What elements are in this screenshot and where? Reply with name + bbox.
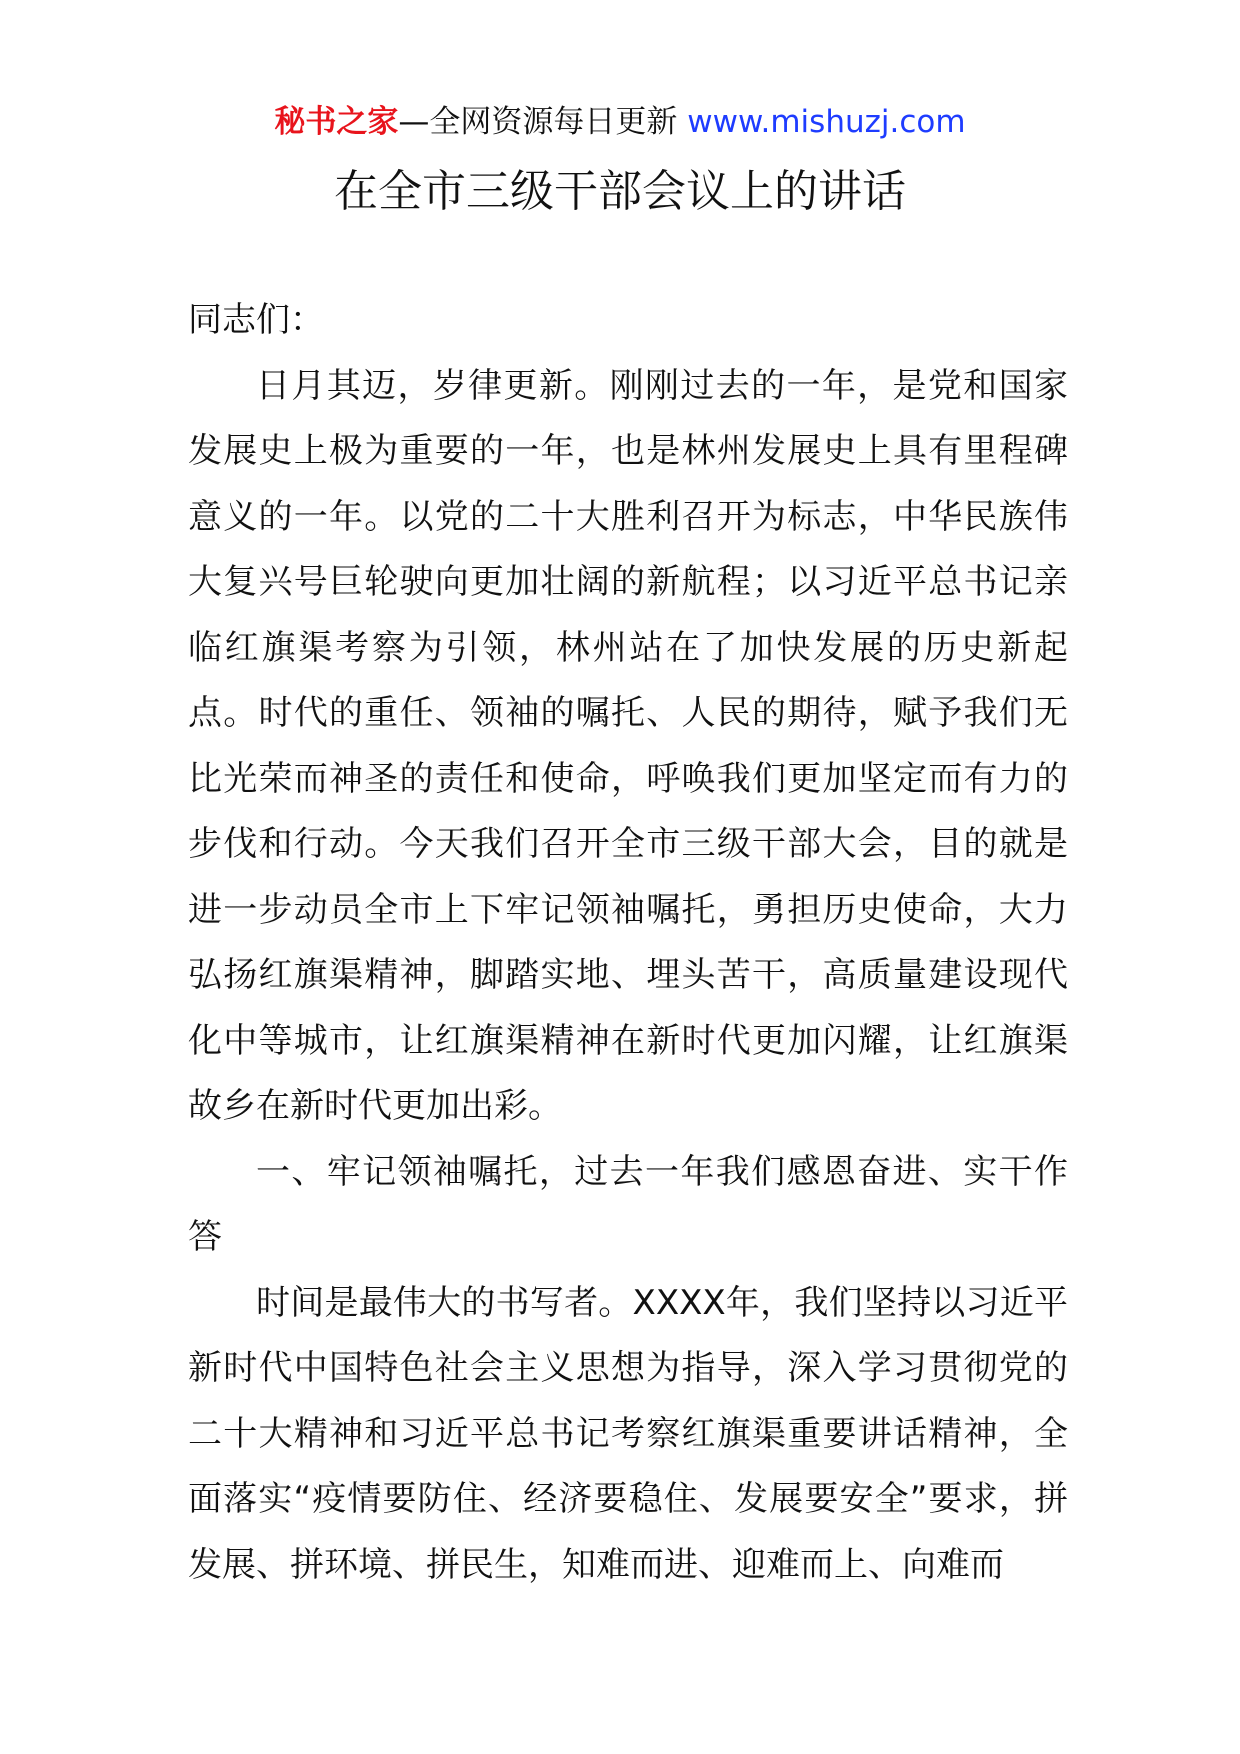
- body-paragraph: 时间是最伟大的书写者。XXXX年，我们坚持以习近平新时代中国特色社会主义思想为指导，深入学习贯彻党的二十大精神和习近平总书记考察红旗渠重要讲话精神，全面落实“疫情要防住、经济要稳住、发展要安全”要求，拼发展、拼环境、拼民生，知难而进、迎难而上、向难而: [188, 1282, 1068, 1585]
- watermark-header: [0, 100, 1240, 144]
- site-url-link[interactable]: www.mishuzj.com: [687, 104, 966, 140]
- body-paragraph: 日月其迈，岁律更新。刚刚过去的一年，是党和国家发展史上极为重要的一年，也是林州发展史上具有里程碑意义的一年。以党的二十大胜利召开为标志，中华民族伟大复兴号巨轮驶向更加壮阔的新航程；以习近平总书记亲临红旗渠考察为引领，林州站在了加快发展的历史新起点。时代的重任、领袖的嘱托、人民的期待，赋予我们无比光荣而神圣的责任和使命，呼唤我们更加坚定而有力的步伐和行动。今天我们召开全市三级干部大会，目的就是进一步动员全市上下牢记领袖嘱托，勇担历史使命，大力弘扬红旗渠精神，脚踏实地、埋头苦干，高质量建设现代化中等城市，让红旗渠精神在新时代更加闪耀，让红旗渠故乡在新时代更加出彩。: [188, 365, 1068, 1126]
- brand-name: 秘书之家: [274, 104, 399, 140]
- section-heading: 一、牢记领袖嘱托，过去一年我们感恩奋进、实干作答: [188, 1151, 1068, 1257]
- salutation: 同志们：: [188, 300, 324, 340]
- header-slogan: —全网资源每日更新: [398, 104, 688, 140]
- document-title: 在全市三级干部会议上的讲话: [334, 166, 906, 217]
- document-body: [188, 288, 1068, 1598]
